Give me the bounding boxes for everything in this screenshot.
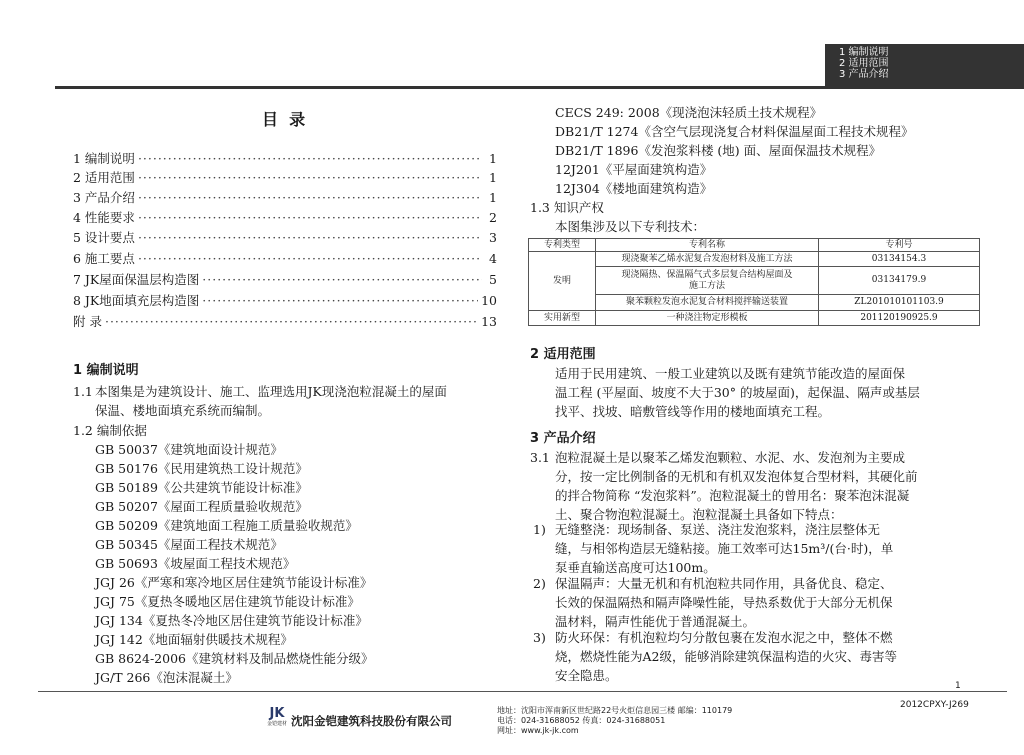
standard-item: GB 8624-2006《建筑材料及制品燃烧性能分级》 [95, 651, 374, 666]
toc-leader [138, 150, 482, 168]
section-2-line: 找平、找坡、暗敷管线等作用的楼地面填充工程。 [555, 404, 831, 419]
toc-page: 1 [489, 190, 497, 205]
standard-item: GB 50037《建筑地面设计规范》 [95, 442, 283, 457]
toc-label: 2 适用范围 [73, 170, 135, 185]
section-1-heading: 1 编制说明 [73, 363, 139, 378]
company-phone: 电话：024-31688052 传真：024-31688051 [497, 716, 666, 725]
standard-item: JGJ 26《严寒和寒冷地区居住建筑节能设计标准》 [95, 575, 373, 590]
table-header-row [529, 239, 980, 252]
toc-leader [105, 313, 478, 331]
number-cell: 03134179.9 [819, 267, 980, 295]
toc-leader [202, 292, 478, 310]
toc-page: 2 [489, 210, 497, 225]
header-no: 专利号 [819, 239, 980, 252]
section-2-heading: 2 适用范围 [530, 347, 596, 362]
patent-table [528, 238, 980, 326]
toc-page: 3 [489, 230, 497, 245]
toc-page: 1 [489, 151, 497, 166]
section-2-line: 适用于民用建筑、一般工业建筑以及既有建筑节能改造的屋面保 [555, 366, 906, 381]
toc-label: 6 施工要点 [73, 251, 135, 266]
section-tabs [825, 44, 1024, 86]
toc-label: 3 产品介绍 [73, 190, 135, 205]
toc-leader [138, 250, 482, 268]
standard-item: GB 50207《屋面工程质量验收规范》 [95, 499, 308, 514]
tab-3: 3 产品介绍 [839, 69, 889, 80]
para-3-1-line: 的拌合物简称 “发泡浆料”。泡粒混凝土的曾用名：聚苯泡沫混凝 [555, 488, 910, 503]
header-name: 专利名称 [596, 239, 819, 252]
tab-1: 1 编制说明 [839, 47, 889, 58]
toc-label: 8 JK地面填充层构造图 [73, 293, 200, 308]
toc-item[interactable] [73, 169, 497, 187]
toc-item[interactable] [73, 209, 497, 227]
table-row [529, 252, 980, 267]
toc-item[interactable] [73, 150, 497, 168]
header-rule [55, 86, 1024, 89]
toc-page: 5 [489, 272, 497, 287]
logo-mark: JK [269, 706, 285, 721]
page-number: 1 [955, 681, 961, 691]
company-logo [266, 707, 288, 731]
company-name: 沈阳金铠建筑科技股份有限公司 [291, 714, 452, 728]
tab-2: 2 适用范围 [839, 58, 889, 69]
doc-code: 2012CPXY-J269 [900, 700, 969, 710]
section-3-heading: 3 产品介绍 [530, 431, 596, 446]
number-cell: 201120190925.9 [819, 311, 980, 326]
standard-item: GB 50209《建筑地面工程施工质量验收规范》 [95, 518, 358, 533]
footer-rule [38, 691, 1007, 692]
standard-item: 12J201《平屋面建筑构造》 [555, 162, 713, 177]
standard-item: GB 50693《坡屋面工程技术规范》 [95, 556, 296, 571]
toc-label: 7 JK屋面保温层构造图 [73, 272, 200, 287]
toc-label: 5 设计要点 [73, 230, 135, 245]
company-address: 地址：沈阳市浑南新区世纪路22号火炬信息园三楼 邮编：110179 [497, 706, 733, 715]
standard-item: CECS 249: 2008《现浇泡沫轻质土技术规程》 [555, 105, 823, 120]
name-line: 现浇隔热、保温隔气式多层复合结构屋面及 [621, 269, 793, 280]
feature-line: 安全隐患。 [555, 668, 618, 683]
standard-item: JG/T 266《泡沫混凝土》 [95, 670, 238, 685]
toc-leader [138, 209, 482, 227]
toc-item[interactable] [73, 313, 497, 331]
name-cell [596, 267, 819, 295]
feature-line: 防火环保：有机泡粒均匀分散包裹在发泡水泥之中，整体不燃 [555, 630, 893, 645]
toc-page: 13 [481, 314, 497, 329]
toc-leader [138, 189, 482, 207]
feature-line: 保温隔声：大量无机和有机泡粒共同作用，具备优良、稳定、 [555, 576, 893, 591]
company-website[interactable]: 网址：www.jk-jk.com [497, 726, 579, 735]
name-cell: 一种浇注物定形模板 [596, 311, 819, 326]
toc-leader [138, 229, 482, 247]
standard-item: GB 50189《公共建筑节能设计标准》 [95, 480, 308, 495]
toc-title: 目 录 [262, 110, 306, 129]
number-cell: ZL201010101103.9 [819, 295, 980, 311]
feature-line: 缝，与相邻构造层无缝粘接。施工效率可达15m³/(台·时)，单 [555, 541, 894, 556]
number-cell: 03134154.3 [819, 252, 980, 267]
feature-line: 烧，燃烧性能为A2级，能够消除建筑保温构造的火灾、毒害等 [555, 649, 897, 664]
toc-item[interactable] [73, 250, 497, 268]
toc-page: 1 [489, 170, 497, 185]
toc-label: 4 性能要求 [73, 210, 135, 225]
name-cell: 现浇聚苯乙烯水泥复合发泡材料及施工方法 [596, 252, 819, 267]
toc-label: 附 录 [73, 314, 102, 329]
para-1-1-num: 1.1 [73, 384, 93, 399]
para-3-1-line: 分，按一定比例制备的无机和有机双发泡体复合型材料，其硬化前 [555, 469, 918, 484]
table-row [529, 311, 980, 326]
feature-3-num: 3) [533, 630, 546, 645]
standard-item: DB21/T 1274《含空气层现浇复合材料保温屋面工程技术规程》 [555, 124, 914, 139]
feature-1-num: 1) [533, 522, 546, 537]
standard-item: GB 50345《屋面工程技术规范》 [95, 537, 283, 552]
toc-item[interactable] [73, 189, 497, 207]
toc-page: 10 [481, 293, 497, 308]
standard-item: JGJ 142《地面辐射供暖技术规程》 [95, 632, 293, 647]
toc-leader [138, 169, 482, 187]
para-3-1-line: 土、聚合物泡粒混凝土。泡粒混凝土具备如下特点： [555, 507, 843, 522]
standard-item: DB21/T 1896《发泡浆料楼 (地) 面、屋面保温技术规程》 [555, 143, 882, 158]
para-3-1-num: 3.1 [530, 450, 550, 465]
ip-heading: 1.3 知识产权 [530, 200, 604, 215]
standard-item: GB 50176《民用建筑热工设计规范》 [95, 461, 308, 476]
para-1-1-line: 本图集是为建筑设计、施工、监理选用JK现浇泡粒混凝土的屋面 [95, 384, 447, 399]
ip-intro: 本图集涉及以下专利技术： [555, 219, 706, 234]
toc-item[interactable] [73, 229, 497, 247]
toc-item[interactable] [73, 271, 497, 289]
logo-caption: 金铠建材 [266, 721, 287, 727]
para-1-1-line: 保温、楼地面填充系统而编制。 [95, 403, 271, 418]
table-row [529, 267, 980, 295]
toc-label: 1 编制说明 [73, 151, 135, 166]
feature-line: 无缝整浇：现场制备、泵送、浇注发泡浆料，浇注层整体无 [555, 522, 881, 537]
feature-line: 温材料，隔声性能优于普通混凝土。 [555, 614, 756, 629]
standard-item: JGJ 134《夏热冬冷地区居住建筑节能设计标准》 [95, 613, 368, 628]
para-3-1-line: 泡粒混凝土是以聚苯乙烯发泡颗粒、水泥、水、发泡剂为主要成 [555, 450, 906, 465]
para-1-2: 1.2 编制依据 [73, 423, 147, 438]
toc-leader [202, 271, 482, 289]
feature-line: 长效的保温隔热和隔声降噪性能，导热系数优于大部分无机保 [555, 595, 893, 610]
type-cell: 实用新型 [529, 311, 596, 326]
standard-item: JGJ 75《夏热冬暖地区居住建筑节能设计标准》 [95, 594, 360, 609]
toc-item[interactable] [73, 292, 497, 310]
feature-line: 泵垂直输送高度可达100m。 [555, 560, 716, 575]
type-cell: 发明 [529, 252, 596, 311]
feature-2-num: 2) [533, 576, 546, 591]
standard-item: 12J304《楼地面建筑构造》 [555, 181, 713, 196]
section-2-line: 温工程 (平屋面、坡度不大于30° 的坡屋面)，起保温、隔声或基层 [555, 385, 920, 400]
name-line: 施工方法 [688, 280, 725, 291]
toc-page: 4 [489, 251, 497, 266]
table-row [529, 295, 980, 311]
name-cell: 聚苯颗粒发泡水泥复合材料搅拌输送装置 [596, 295, 819, 311]
header-type: 专利类型 [529, 239, 596, 252]
